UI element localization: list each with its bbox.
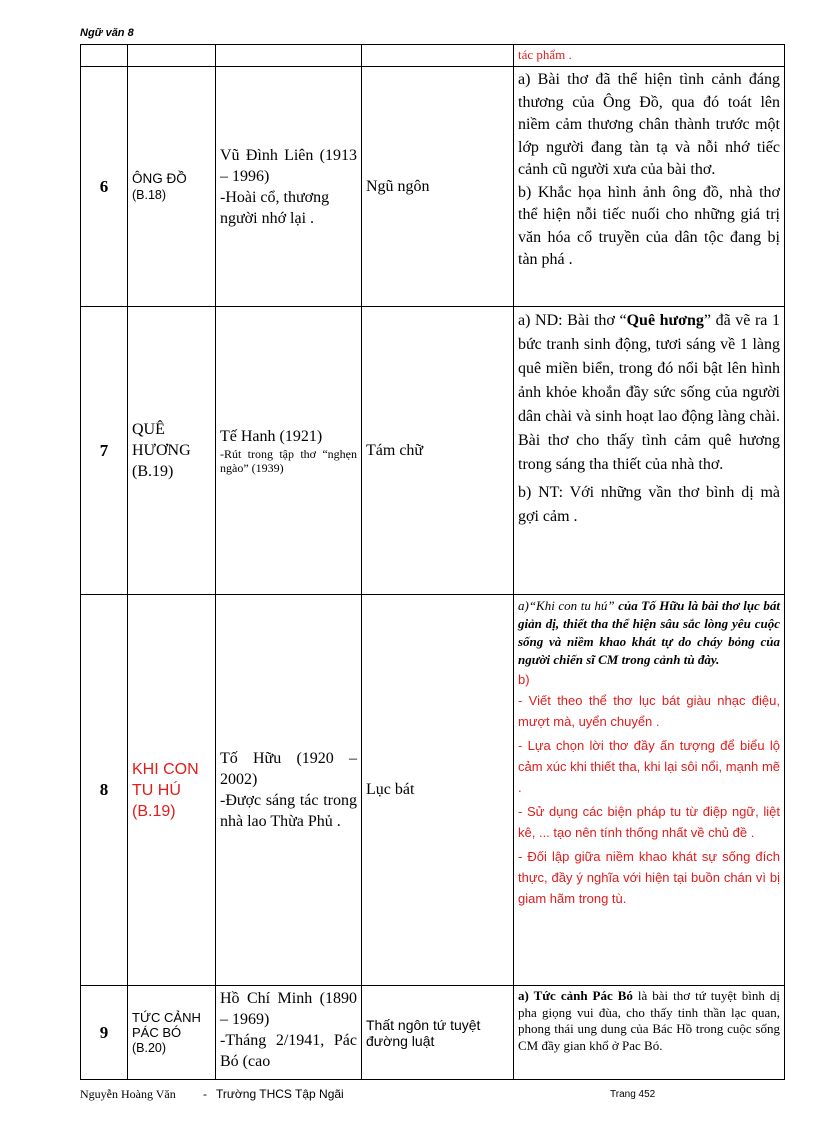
content-a-quote: a)“Khi con tu hú” xyxy=(518,598,615,613)
author-cell xyxy=(216,595,362,986)
page-header-subject: Ngữ văn 8 xyxy=(80,27,134,39)
literature-table xyxy=(80,44,785,1080)
poem-title: QUÊ HƯƠNG xyxy=(132,421,191,459)
row-number: 6 xyxy=(81,67,128,307)
content-b-item: - Đối lập giữa niềm khao khát sự sống đích thực, đầy ý nghĩa với hiện tại buồn chán vì bị giam hãm trong tù. xyxy=(518,849,780,906)
author-name: Hồ Chí Minh (1890 – 1969) xyxy=(220,990,357,1028)
author-name: Vũ Đình Liên (1913 – 1996) xyxy=(220,146,357,185)
table-row xyxy=(81,307,785,595)
author-cell xyxy=(216,67,362,307)
author-note: -Được sáng tác trong nhà lao Thừa Phủ . xyxy=(220,792,357,830)
content-a-bold: a) Tức cảnh Pác Bó xyxy=(518,988,633,1003)
table-row xyxy=(81,595,785,986)
title-cell xyxy=(128,595,216,986)
title-cell xyxy=(128,307,216,595)
content-a xyxy=(518,309,780,477)
poem-form: Tám chữ xyxy=(366,441,424,459)
content-b-item: - Lựa chọn lời thơ đầy ấn tượng để biểu lộ cảm xúc khi thiết tha, khi lại sôi nổi, mạnh mẽ . xyxy=(518,738,780,795)
content-text: tác phẩm . xyxy=(518,46,572,62)
author-cell xyxy=(216,307,362,595)
content-a-rest: của Tố Hữu là bài thơ lục bát giản dị, thiết tha thể hiện sâu sắc lòng yêu cuộc sống và niềm khao khát tự do cháy bỏng của người chiến sĩ CM trong cảnh tù đày. xyxy=(518,598,780,667)
content-cell xyxy=(514,67,785,307)
form-cell xyxy=(362,595,514,986)
author-name: Tế Hanh (1921) xyxy=(220,428,323,445)
content-b: b) Khắc họa hình ảnh ông đồ, nhà thơ thể hiện nỗi tiếc nuối cho những giá trị văn hóa cổ truyền của dân tộc đang bị tàn phá . xyxy=(518,183,780,268)
content-a xyxy=(518,597,780,669)
table-row xyxy=(81,986,785,1080)
author-name: Tố Hữu (1920 – 2002) xyxy=(220,750,357,788)
content-a xyxy=(518,988,780,1054)
lesson-ref: (B.19) xyxy=(132,463,174,480)
content-b: b) NT: Với những vần thơ bình dị mà gợi cảm . xyxy=(518,484,780,525)
poem-title: TỨC CẢNH PÁC BÓ xyxy=(132,1009,201,1040)
title-cell xyxy=(128,986,216,1080)
content-a: a) Bài thơ đã thể hiện tình cảnh đáng thương của Ông Đồ, qua đó toát lên niềm cảm thương chân thành trước một lớp người đang tàn tạ và nỗi nhớ tiếc cảnh cũ người xưa của bài thơ. xyxy=(518,71,780,178)
table-row xyxy=(81,67,785,307)
content-b-item: - Viết theo thể thơ lục bát giàu nhạc điệu, mượt mà, uyển chuyển . xyxy=(518,693,780,729)
author-note: -Tháng 2/1941, Pác Bó (cao xyxy=(220,1032,357,1070)
content-b-label: b) xyxy=(518,672,530,687)
form-cell xyxy=(362,67,514,307)
footer-author: Nguyễn Hoàng Văn xyxy=(80,1087,176,1101)
title-cell xyxy=(128,67,216,307)
lesson-ref: (B.20) xyxy=(132,1040,167,1055)
footer-school: Trường THCS Tập Ngãi xyxy=(216,1087,344,1101)
poem-form: Ngũ ngôn xyxy=(366,177,430,195)
poem-title: ÔNG ĐỒ xyxy=(132,170,187,186)
content-cell xyxy=(514,986,785,1080)
author-note: -Rút trong tập thơ “nghẹn ngào” (1939) xyxy=(220,447,357,475)
content-a-rest: ” đã vẽ ra 1 bức tranh sinh động, tươi sáng về 1 làng quê miền biển, trong đó nổi bật lên hình ảnh khỏe khoắn đầy sức sống của người dân chài và sinh hoạt lao động làng chài. Bài thơ cho thấy tình cảm quê hương trong sáng tha thiết của nhà thơ. xyxy=(518,312,780,473)
form-cell xyxy=(362,307,514,595)
content-cell xyxy=(514,307,785,595)
poem-form: Thất ngôn tứ tuyệt đường luật xyxy=(366,1016,481,1049)
row-number: 7 xyxy=(81,307,128,595)
footer-page-number: Trang 452 xyxy=(610,1089,656,1100)
author-note: -Hoài cổ, thương người nhớ lại . xyxy=(220,188,330,227)
content-a-prefix: a) ND: Bài thơ “ xyxy=(518,312,627,329)
footer-separator: - xyxy=(203,1087,207,1101)
poem-title: KHI CON TU HÚ xyxy=(132,760,199,799)
form-cell xyxy=(362,986,514,1080)
content-a-rest: là bài thơ tứ tuyệt bình dị pha giọng vui đùa, cho thấy tinh thần lạc quan, phong thái ung dung của Bác Hồ trong cuộc sống CM đầy gian khổ ở Pac Bó. xyxy=(518,988,780,1053)
author-cell xyxy=(216,986,362,1080)
content-cell xyxy=(514,45,785,67)
row-number: 9 xyxy=(81,986,128,1080)
table-row xyxy=(81,45,785,67)
lesson-ref: (B.19) xyxy=(132,802,176,820)
row-number: 8 xyxy=(81,595,128,986)
content-b-item: - Sử dụng các biện pháp tu từ điệp ngữ, liệt kê, ... tạo nên tính thống nhất về chủ đề . xyxy=(518,804,780,840)
lesson-ref: (B.18) xyxy=(132,187,167,202)
content-cell xyxy=(514,595,785,986)
poem-form: Lục bát xyxy=(366,781,415,798)
content-a-bold: Quê hương xyxy=(626,312,704,329)
